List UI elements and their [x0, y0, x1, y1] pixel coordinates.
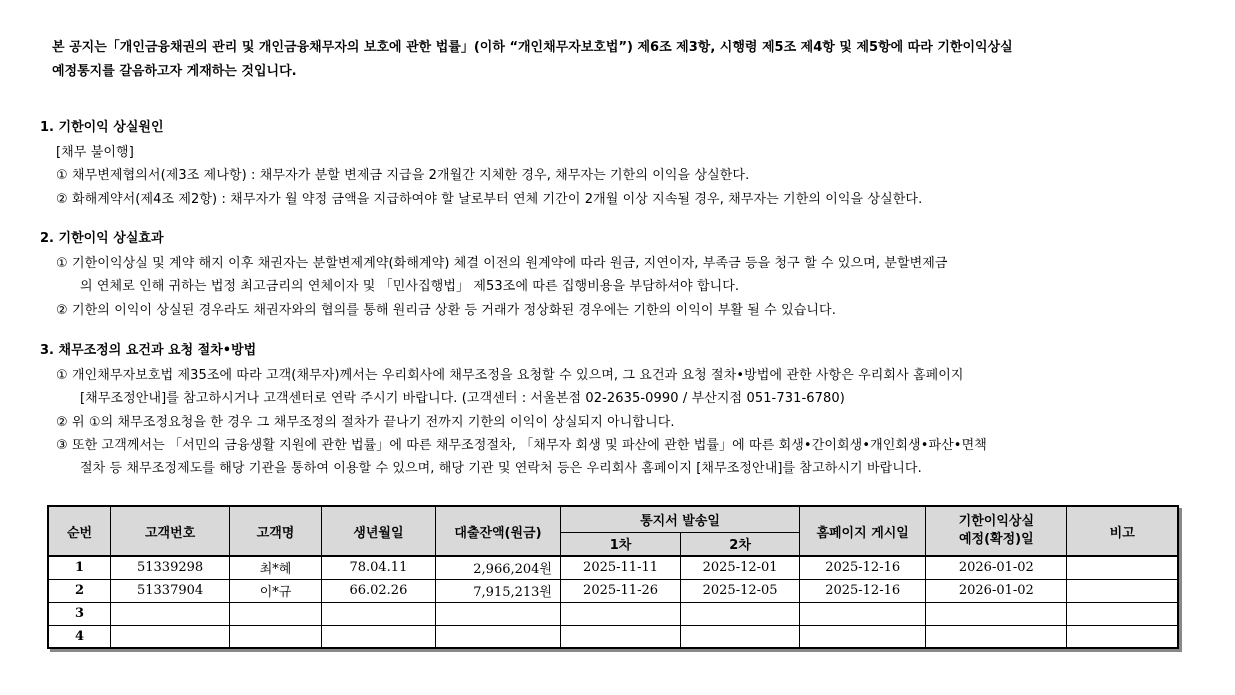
table-row [48, 602, 1178, 625]
section-line: 절차 등 채무조정제도를 해당 기관을 통하여 이용할 수 있으며, 해당 기관 및 연락처 등은 우리회사 홈페이지 [채무조정안내]를 참고하시기 바랍니다. [80, 461, 922, 477]
cell-acceleration-date [926, 625, 1067, 648]
header-second-notice: 2차 [681, 532, 800, 556]
header-note: 비고 [1067, 506, 1178, 556]
section-heading: 3. 채무조정의 요건과 요청 절차•방법 [40, 343, 257, 358]
header-customer-name: 고객명 [230, 506, 322, 556]
section-line: ② 위 ①의 채무조정요청을 한 경우 그 채무조정의 절차가 끝나기 전까지 기한의 이익이 상실되지 아니합니다. [56, 414, 675, 430]
cell-note [1067, 602, 1178, 625]
header-homepage-date: 홈페이지 게시일 [800, 506, 926, 556]
cell-no: 3 [48, 602, 111, 625]
cell-homepage-date: 2025-12-16 [800, 579, 926, 602]
table-row [48, 625, 1178, 648]
section-line: ② 화해계약서(제4조 제2항) : 채무자가 월 약정 금액을 지급하여야 할 날로부터 연체 기간이 2개월 이상 지속될 경우, 채무자는 기한의 이익을 상실한다. [56, 191, 923, 207]
section-line: ③ 또한 고객께서는 「서민의 금융생활 지원에 관한 법률」에 따른 채무조정절차, 「채무자 회생 및 파산에 관한 법률」에 따른 회생•간이회생•개인회생•파산•면책 [56, 437, 987, 453]
cell-loan-balance: 2,966,204원 [435, 556, 560, 579]
header-acceleration-date: 기한이익상실 예정(확정)일 [926, 506, 1067, 556]
cell-customer-id: 51339298 [111, 556, 230, 579]
section-line: [채무 불이행] [56, 145, 134, 160]
cell-loan-balance [435, 625, 560, 648]
cell-customer-id [111, 602, 230, 625]
section-line: 의 연체로 인해 귀하는 법정 최고금리의 연체이자 및 「민사집행법」 제53조에 따른 집행비용을 부담하셔야 합니다. [80, 279, 740, 295]
intro-line: 본 공지는「개인금융채권의 관리 및 개인금융채무자의 보호에 관한 법률」(이하 “개인채무자보호법”) 제6조 제3항, 시행령 제5조 제4항 및 제5항에 따라 기한이익상실 [52, 40, 1013, 55]
cell-acceleration-date [926, 602, 1067, 625]
cell-birth-date [321, 602, 435, 625]
header-notice-dates: 통지서 발송일 [561, 506, 800, 532]
cell-birth-date: 78.04.11 [321, 556, 435, 579]
notice-table [47, 505, 1179, 649]
section-line: ① 채무변제협의서(제3조 제나항) : 채무자가 분할 변제금 지급을 2개월간 지체한 경우, 채무자는 기한의 이익을 상실한다. [56, 168, 750, 184]
header-first-notice: 1차 [561, 532, 681, 556]
cell-second-notice: 2025-12-05 [681, 579, 800, 602]
cell-customer-name [230, 625, 322, 648]
section-acceleration-causes [40, 118, 922, 211]
cell-customer-name [230, 602, 322, 625]
section-line: ① 개인채무자보호법 제35조에 따라 고객(채무자)께서는 우리회사에 채무조정을 요청할 수 있으며, 그 요건과 요청 절차•방법에 관한 사항은 우리회사 홈페이지 [56, 368, 964, 383]
cell-note [1067, 625, 1178, 648]
intro-line: 예정통지를 갈음하고자 게재하는 것입니다. [52, 64, 297, 79]
cell-loan-balance [435, 602, 560, 625]
cell-first-notice [561, 602, 681, 625]
cell-first-notice [561, 625, 681, 648]
cell-no: 2 [48, 579, 111, 602]
cell-acceleration-date: 2026-01-02 [926, 556, 1067, 579]
table-row [48, 579, 1178, 602]
cell-homepage-date: 2025-12-16 [800, 556, 926, 579]
cell-second-notice [681, 602, 800, 625]
cell-second-notice: 2025-12-01 [681, 556, 800, 579]
section-line: ① 기한이익상실 및 계약 해지 이후 채권자는 분할변제계약(화해계약) 체결 이전의 원계약에 따라 원금, 지연이자, 부족금 등을 청구 할 수 있으며, 분할변제금 [56, 256, 948, 271]
cell-birth-date: 66.02.26 [321, 579, 435, 602]
cell-second-notice [681, 625, 800, 648]
section-acceleration-effects [40, 229, 948, 322]
cell-homepage-date [800, 602, 926, 625]
cell-birth-date [321, 625, 435, 648]
header-loan-balance: 대출잔액(원금) [435, 506, 560, 556]
section-debt-adjustment [40, 341, 987, 480]
cell-note [1067, 556, 1178, 579]
cell-customer-name: 이*규 [230, 579, 322, 602]
header-no: 순번 [48, 506, 111, 556]
intro-paragraph [52, 36, 1192, 84]
header-birth-date: 생년월일 [321, 506, 435, 556]
cell-loan-balance: 7,915,213원 [435, 579, 560, 602]
section-heading: 2. 기한이익 상실효과 [40, 231, 164, 246]
cell-homepage-date [800, 625, 926, 648]
header-customer-id: 고객번호 [111, 506, 230, 556]
cell-first-notice: 2025-11-26 [561, 579, 681, 602]
section-line: ② 기한의 이익이 상실된 경우라도 채권자와의 협의를 통해 원리금 상환 등 거래가 정상화된 경우에는 기한의 이익이 부활 될 수 있습니다. [56, 302, 836, 318]
cell-first-notice: 2025-11-11 [561, 556, 681, 579]
table-row [48, 556, 1178, 579]
cell-customer-name: 최*혜 [230, 556, 322, 579]
cell-no: 4 [48, 625, 111, 648]
cell-acceleration-date: 2026-01-02 [926, 579, 1067, 602]
section-heading: 1. 기한이익 상실원인 [40, 120, 164, 135]
cell-customer-id [111, 625, 230, 648]
cell-customer-id: 51337904 [111, 579, 230, 602]
cell-note [1067, 579, 1178, 602]
section-line: [채무조정안내]를 참고하시거나 고객센터로 연락 주시기 바랍니다. (고객센터 : 서울본점 02-2635-0990 / 부산지점 051-731-6780) [80, 391, 845, 407]
cell-no: 1 [48, 556, 111, 579]
